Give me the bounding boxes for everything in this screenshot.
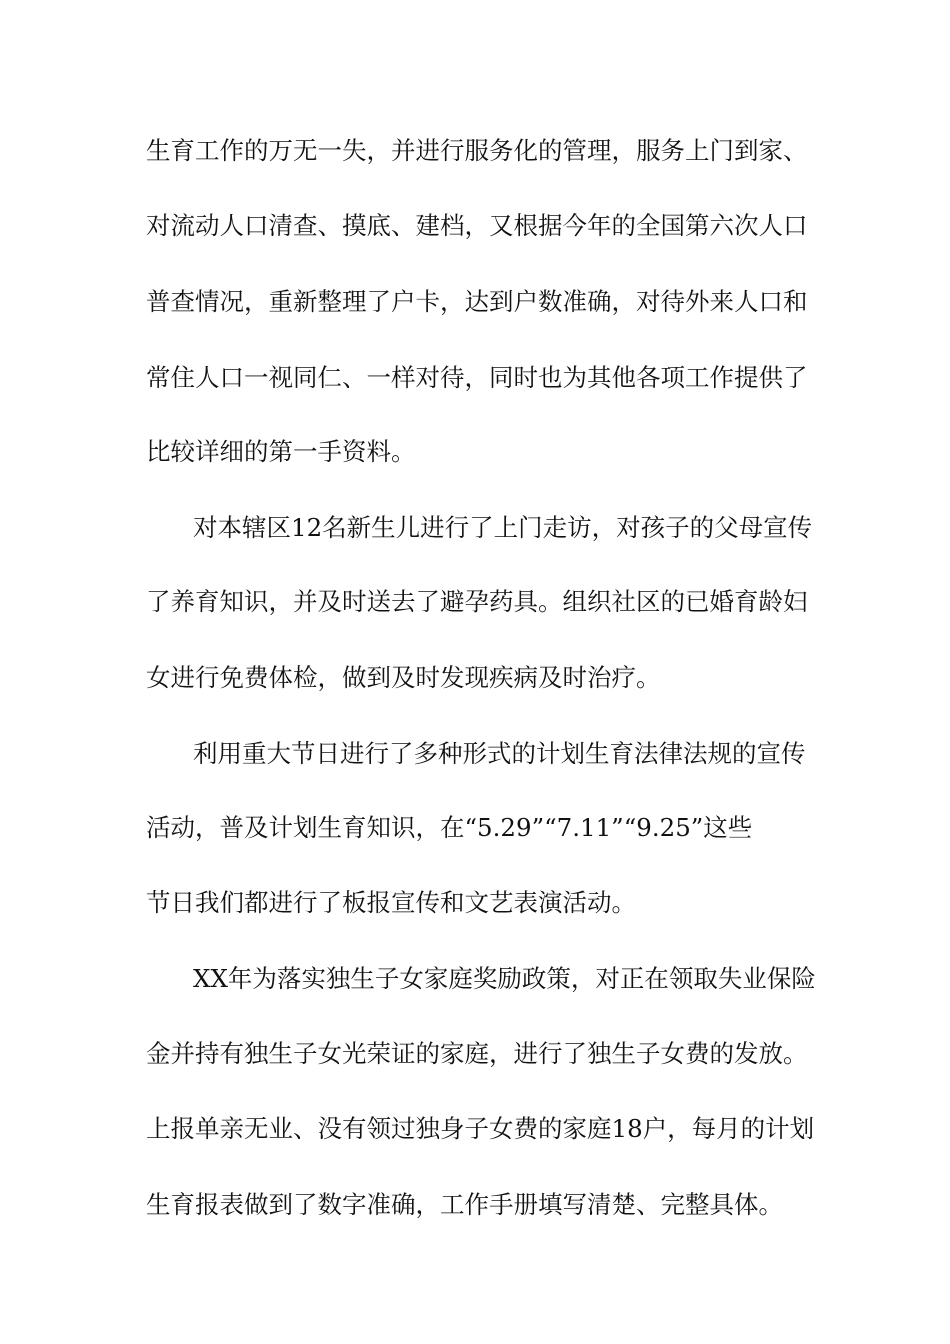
text-line: 节日我们都进行了板报宣传和文艺表演活动。 [146,888,636,917]
text-line: 生育工作的万无一失，并进行服务化的管理，服务上门到家、 [146,136,808,165]
paragraph-first-line: 利用重大节日进行了多种形式的计划生育法律法规的宣传 [193,739,806,768]
text-line: 了养育知识，并及时送去了避孕药具。组织社区的已婚育龄妇 [146,587,808,616]
text-line: 上报单亲无业、没有领过独身子女费的家庭18户，每月的计划 [146,1114,815,1143]
paragraph-first-line: XX年为落实独生子女家庭奖励政策，对正在领取失业保险 [193,964,816,993]
text-line: 生育报表做到了数字准确，工作手册填写清楚、完整具体。 [146,1190,783,1219]
text-line: 普查情况，重新整理了户卡，达到户数准确，对待外来人口和 [146,287,808,316]
text-line: 女进行免费体检，做到及时发现疾病及时治疗。 [146,663,661,692]
text-line: 常住人口一视同仁、一样对待，同时也为其他各项工作提供了 [146,363,808,392]
text-line: 比较详细的第一手资料。 [146,437,416,466]
text-line: 活动，普及计划生育知识，在“5.29”“7.11”“9.25”这些 [146,813,753,842]
paragraph-first-line: 对本辖区12名新生儿进行了上门走访，对孩子的父母宣传 [193,513,813,542]
text-line: 对流动人口清查、摸底、建档，又根据今年的全国第六次人口 [146,211,808,240]
text-line: 金并持有独生子女光荣证的家庭，进行了独生子女费的发放。 [146,1039,808,1068]
